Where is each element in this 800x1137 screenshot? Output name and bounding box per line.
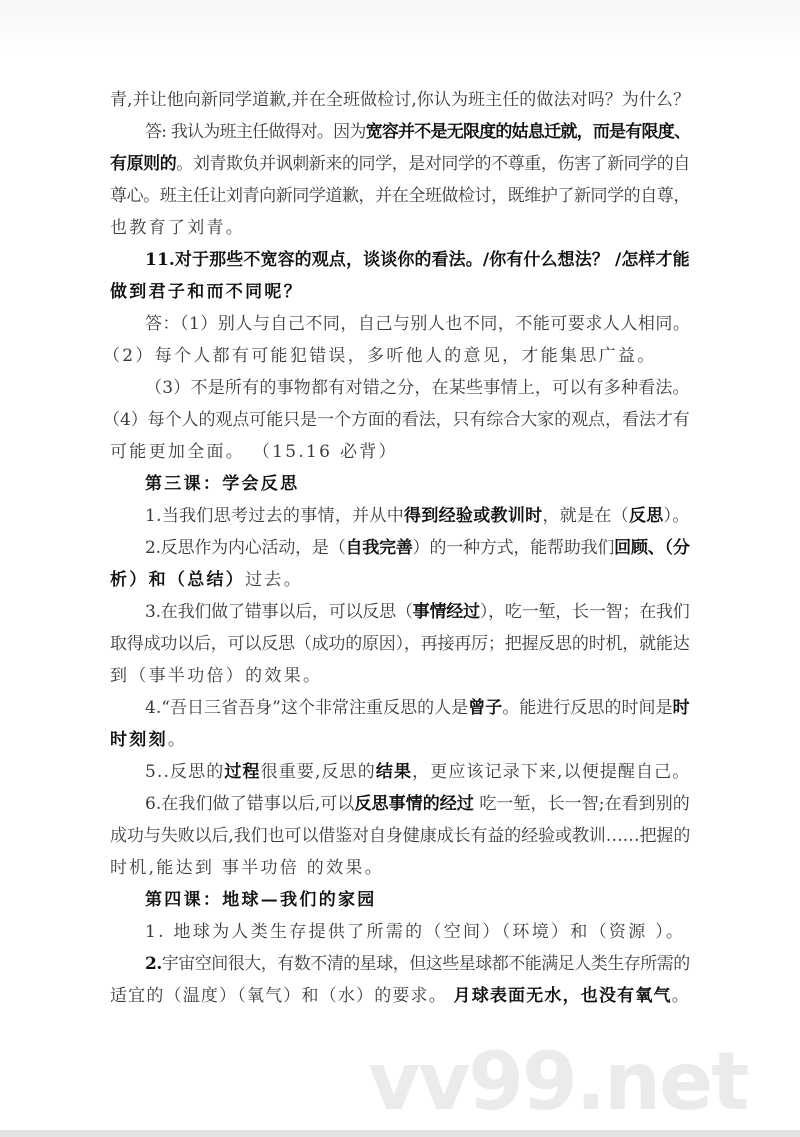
bold-text: 自我完善 [345,538,413,558]
bold-text: 得到经验或教训时 [404,506,543,526]
bold-text: 11.对于那些不宽容的观点，谈谈你的看法。/你有什么想法？ /怎样才能 [145,250,690,270]
bold-text: 有原则的 [110,154,177,174]
text-line [110,857,384,879]
text-line [110,729,187,751]
text: 5..反思的 [145,762,225,782]
text: 可能更加全面。 （15.16 必背） [110,442,398,462]
bold-text: 做到君子和而不同呢？ [110,282,303,302]
text-line [110,633,690,655]
text: 很重要,反思的 [260,762,376,782]
bold-text: 反思 [628,506,664,526]
text: 尊心。班主任让刘青向新同学道歉，并在全班做检讨，既维护了新同学的自尊， [110,186,690,206]
bold-text: 过程 [224,762,261,782]
text-line [145,249,690,271]
bold-text: 月球表面无水，也没有氧气 [453,986,672,1006]
text-line [145,473,299,495]
text-line [110,153,690,175]
text-line [110,569,303,591]
text: 时机,能达到 事半功倍 的效果。 [110,858,385,878]
text: 也教育了刘青。 [110,218,246,238]
text: 6.在我们做了错事以后,可以 [145,794,355,814]
text: 1. 地球为人类生存提供了所需的（空间）（环境）和（资源 ）。 [145,922,686,942]
bold-text: 反思事情的经过 [354,794,474,814]
text-line [145,537,690,559]
text-line [145,921,685,943]
text: 。 [167,730,188,750]
text-line [145,377,690,399]
text-line [110,441,398,463]
text: 2.反思作为内心活动，是（ [145,538,346,558]
bold-text: 回顾、（分 [614,538,690,558]
text: （4）每个人的观点可能只是一个方面的看法，只有综合大家的观点，看法才有 [103,410,690,430]
bold-text: 第三课：学会反思 [145,474,300,494]
text: （2）每个人都有可能犯错误，多听他人的意见，才能集思广益。 [103,346,657,366]
text-line [145,761,690,783]
text-line [110,825,690,847]
text-line [145,889,377,911]
text: 。刘青欺负并讽刺新来的同学，是对同学的不尊重，伤害了新同学的自 [176,154,690,174]
text-line [110,89,690,111]
text: ，就是在（ [542,506,629,526]
text-line [145,505,690,527]
text: ，更应该记录下来,以便提醒自己。 [412,762,691,782]
text: 吃一堑，长一智;在看到别的 [473,794,690,814]
bold-text: 2. [145,954,162,974]
text: 3.在我们做了错事以后，可以反思（ [145,602,413,622]
text-line [145,793,690,815]
text-line [145,953,690,975]
text-line [110,985,690,1007]
text: ），吃一堑，长一智；在我们 [479,602,690,622]
watermark: vv99.net [368,1035,748,1128]
text-line [110,185,690,207]
bold-text: 析）和（总结） [110,570,246,590]
text: ）的一种方式，能帮助我们 [412,538,615,558]
text: 适宜的（温度）（氧气）和（水）的要求。 [110,986,454,1006]
bold-text: 曾子 [468,698,503,718]
text-line [110,665,322,687]
bold-text: 第四课：地球—我们的家园 [145,890,377,910]
text-line [145,601,690,623]
text: 。能进行反思的时间是 [502,698,673,718]
text: 到（事半功倍）的效果。 [110,666,323,686]
text: 成功与失败以后,我们也可以借鉴对自身健康成长有益的经验或教训……把握的 [110,826,691,846]
bold-text: 时刻刻 [110,730,168,750]
bold-text: 时 [672,698,690,718]
text: 过去。 [245,570,304,590]
text-line [103,345,657,367]
bold-text: 事情经过 [412,602,480,622]
text: 。 [671,986,690,1006]
text-line [145,697,690,719]
text-line [145,313,690,335]
text-line [110,217,245,239]
text-line [145,121,690,143]
text: 青,并让他向新同学道歉,并在全班做检讨,你认为班主任的做法对吗？为什么？ [110,90,691,110]
text-line [103,409,690,431]
text: ）。 [663,506,690,526]
bold-text: 宽容并不是无限度的姑息迁就，而是有限度、 [365,122,691,142]
text: 宇宙空间很大，有数不清的星球，但这些星球都不能满足人类生存所需的 [161,954,690,974]
page-top-margin [0,0,800,58]
text: 答：（1）别人与自己不同，自己与别人也不同，不能可要求人人相同。 [145,314,691,334]
text: （3）不是所有的事物都有对错之分，在某些事情上，可以有多种看法。 [145,378,690,398]
text-line [110,281,303,303]
text: 取得成功以后，可以反思（成功的原因），再接再厉；把握反思的时机，就能达 [110,634,690,654]
text: 1.当我们思考过去的事情，并从中 [145,506,405,526]
page-bottom-edge [0,1130,800,1137]
text: 答: 我认为班主任做得对。因为 [145,122,366,142]
text: 4.“吾日三省吾身”这个非常注重反思的人是 [145,698,469,718]
bold-text: 结果 [375,762,413,782]
